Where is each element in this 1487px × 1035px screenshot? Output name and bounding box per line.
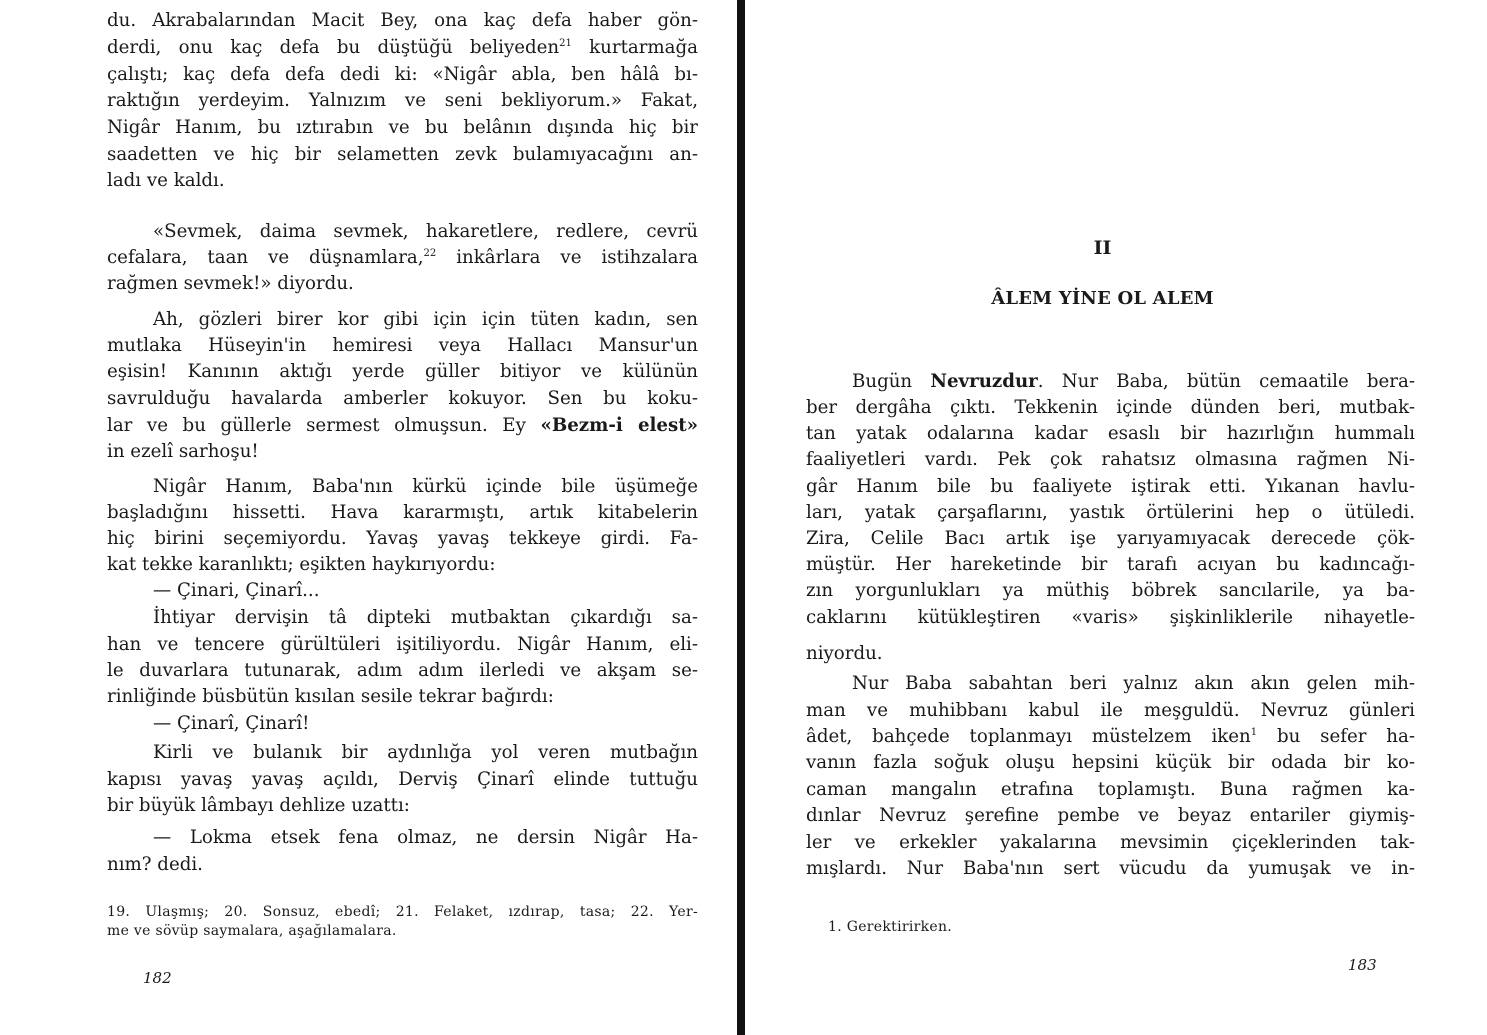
text-line: mışlardı. Nur Baba'nın sert vücudu da yumuşak ve in-	[806, 858, 1415, 879]
footnote-marker: 1	[1250, 727, 1258, 738]
text-line	[107, 415, 698, 437]
text-line: hiç birini seçemiyordu. Yavaş yavaş tekkeye girdi. Fa-	[107, 528, 698, 549]
text-line: in ezelî sarhoşu!	[107, 441, 259, 462]
text-line: gâr Hanım bile bu faaliyete iştirak etti. Yıkanan havlu-	[806, 476, 1415, 497]
text-line: Zira, Celile Bacı artık işe yarıyamıyacak derecede çök-	[806, 528, 1415, 549]
text-line: ladı ve kaldı.	[107, 170, 225, 191]
text-line: çalıştı; kaç defa defa dedi ki: «Nigâr abla, ben hâlâ bı-	[107, 64, 698, 85]
text-span: lar ve bu güllerle sermest olmuşsun. Ey	[107, 415, 526, 436]
right-page	[748, 0, 1487, 1035]
text-line: le duvarlara tutunarak, adım adım ilerledi ve akşam se-	[107, 660, 698, 681]
text-line: bir büyük lâmbayı dehlize uzattı:	[107, 795, 410, 816]
text-line: ler ve erkekler yakalarına mevsimin çiçeklerinden tak-	[806, 832, 1415, 853]
text-line: tan yatak odalarına kadar esaslı bir hazırlığın hummalı	[806, 423, 1415, 444]
text-line: Nigâr Hanım, Baba'nın kürkü içinde bile üşümeğe	[153, 476, 698, 497]
dialogue-line: — Lokma etsek fena olmaz, ne dersin Nigâr Ha-	[153, 827, 698, 848]
text-span: Bugün	[852, 371, 913, 392]
text-line: zın yorgunlukları ya müthiş böbrek sancılarile, ya ba-	[806, 580, 1415, 601]
text-span: kurtarmağa	[589, 37, 698, 58]
bold-phrase: «Bezm-i elest»	[540, 415, 699, 436]
page-number: 183	[1348, 956, 1377, 974]
text-line: rinliğinde büsbütün kısılan sesile tekrar bağırdı:	[107, 686, 554, 707]
left-page	[0, 0, 735, 1035]
text-line: müştür. Her hareketinde bir tarafı acıyan bu kadıncağı-	[806, 554, 1415, 575]
bold-word: Nevruzdur	[930, 371, 1038, 392]
text-line: rağmen sevmek!» diyordu.	[107, 273, 354, 294]
text-line: caman mangalın etrafına toplamıştı. Buna rağmen ka-	[806, 779, 1415, 800]
text-line: nım? dedi.	[107, 854, 203, 875]
text-line	[107, 37, 698, 59]
footnote-line: 1. Gerektirirken.	[828, 919, 953, 935]
text-line: kapısı yavaş yavaş açıldı, Derviş Çinarî elinde tuttuğu	[107, 769, 698, 790]
text-line: raktığın yerdeyim. Yalnızım ve seni bekliyorum.» Fakat,	[107, 90, 698, 111]
text-line: mutlaka Hüseyin'in hemiresi veya Hallacı Mansur'un	[107, 335, 698, 356]
text-line	[806, 726, 1415, 748]
text-line: savrulduğu havalarda amberler kokuyor. Sen bu koku-	[107, 388, 698, 409]
text-line: Kirli ve bulanık bir aydınlığa yol veren mutbağın	[153, 742, 698, 763]
footnote-marker: 21	[559, 38, 572, 49]
text-span: âdet, bahçede toplanmayı müstelzem iken	[806, 726, 1251, 747]
text-span: . Nur Baba, bütün cemaatile bera-	[1037, 371, 1415, 392]
text-span: bu sefer ha-	[1257, 726, 1415, 747]
text-line: saadetten ve hiç bir selametten zevk bulamıyacağını an-	[107, 144, 698, 165]
text-span: derdi, onu kaç defa bu düştüğü beliyeden	[107, 37, 560, 58]
footnote-line: me ve sövüp saymalara, aşağılamalara.	[107, 923, 397, 939]
text-line: Nigâr Hanım, bu ıztırabın ve bu belânın dışında hiç bir	[107, 117, 698, 138]
footnote-line: 19. Ulaşmış; 20. Sonsuz, ebedî; 21. Felaket, ızdırap, tasa; 22. Yer-	[107, 904, 698, 920]
text-line: faaliyetleri vardı. Pek çok rahatsız olmasına rağmen Ni-	[806, 449, 1415, 470]
chapter-number: II	[1093, 237, 1112, 259]
text-line: dınlar Nevruz şerefine pembe ve beyaz entariler giymiş-	[806, 805, 1415, 826]
text-line: man ve muhibbanı kabul ile meşguldü. Nevruz günleri	[806, 700, 1415, 721]
text-line: ber dergâha çıktı. Tekkenin içinde dünden beri, mutbak-	[806, 397, 1415, 418]
text-line: ları, yatak çarşaflarını, yastık örtülerini hep o ütüledi.	[806, 502, 1415, 523]
text-line: İhtiyar dervişin tâ dipteki mutbaktan çıkardığı sa-	[153, 607, 698, 628]
dialogue-line: — Çinarî, Çinarî!	[153, 713, 310, 734]
text-line: du. Akrabalarından Macit Bey, ona kaç defa haber gön-	[107, 10, 698, 31]
page-number: 182	[143, 969, 172, 987]
text-line	[107, 247, 698, 269]
text-line: han ve tencere gürültüleri işitiliyordu. Nigâr Hanım, eli-	[107, 634, 698, 655]
text-line: başladığını hissetti. Hava kararmıştı, artık kitabelerin	[107, 502, 698, 523]
text-line: Ah, gözleri birer kor gibi için için tüten kadın, sen	[153, 309, 698, 330]
text-line: caklarını kütükleştiren «varis» şişkinliklerile nihayetle-	[806, 607, 1415, 628]
chapter-title: ÂLEM YİNE OL ALEM	[991, 288, 1214, 309]
footnote-marker: 22	[423, 248, 437, 259]
text-line: eşisin! Kanının aktığı yerde güller bitiyor ve külünün	[107, 361, 698, 382]
text-line: kat tekke karanlıktı; eşikten haykırıyordu:	[107, 554, 496, 575]
text-line: Nur Baba sabahtan beri yalnız akın akın gelen mih-	[852, 673, 1415, 694]
text-span: inkârlara ve istihzalara	[436, 247, 698, 268]
text-line: niyordu.	[806, 643, 883, 664]
book-binding-gutter	[737, 0, 745, 1035]
text-line: vanın fazla soğuk oluşu hepsini küçük bir odada bir ko-	[806, 752, 1415, 773]
text-span: cefalara, taan ve düşnamlara,	[107, 247, 424, 268]
text-line: «Sevmek, daima sevmek, hakaretlere, redlere, cevrü	[153, 221, 698, 242]
dialogue-line: — Çinari, Çinarî...	[153, 580, 320, 601]
text-line	[806, 371, 1415, 393]
